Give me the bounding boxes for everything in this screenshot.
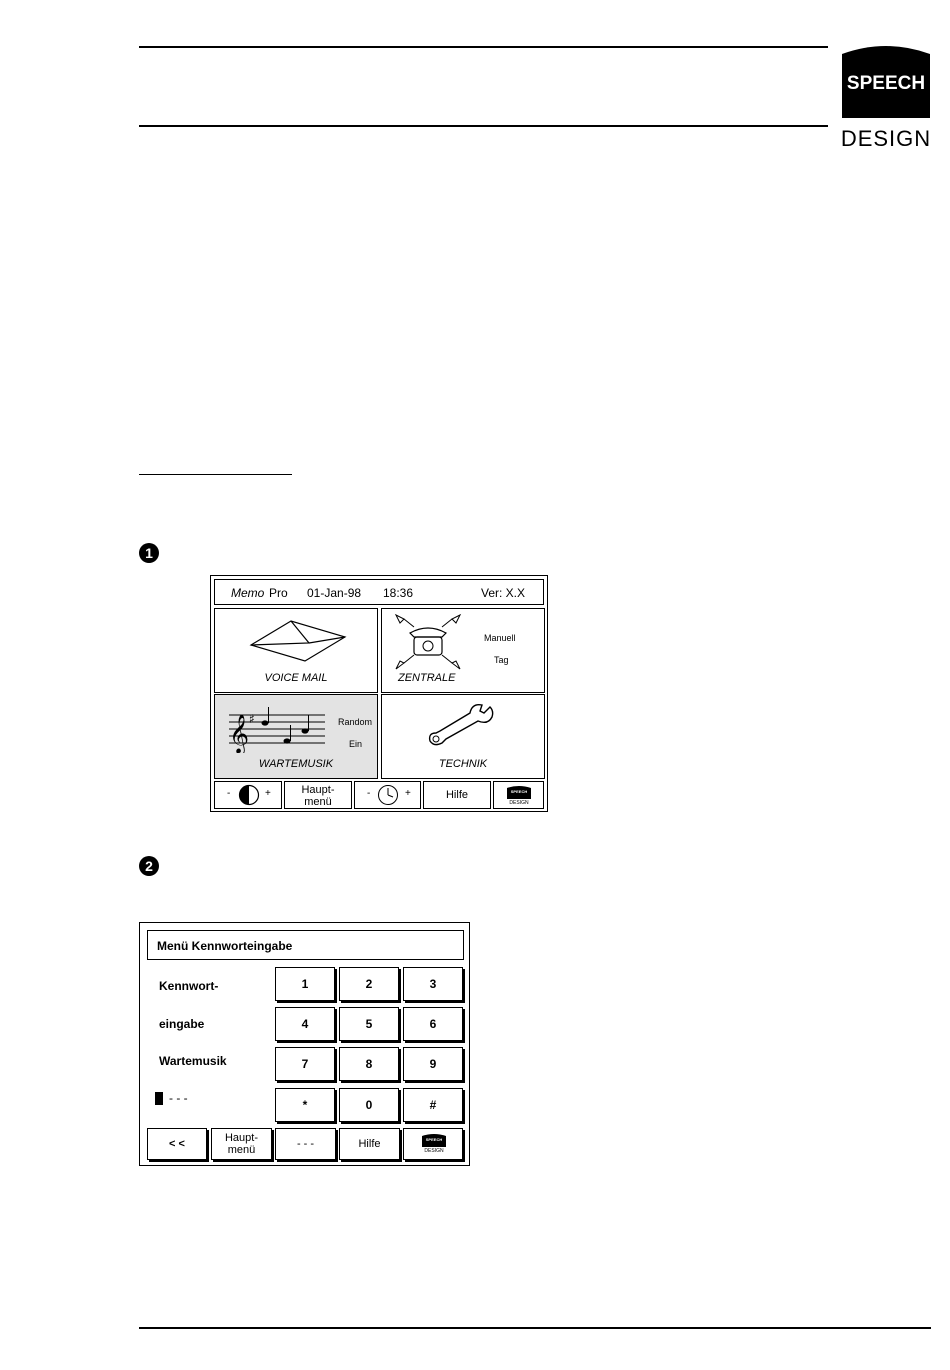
help-2-label: Hilfe xyxy=(358,1138,381,1150)
key-9[interactable]: 9 xyxy=(403,1047,463,1081)
key-3[interactable]: 3 xyxy=(403,967,463,1001)
product-name-rest: Pro xyxy=(269,586,288,600)
contrast-icon xyxy=(238,784,260,806)
clock-icon xyxy=(377,784,399,806)
clock-minus: - xyxy=(367,788,371,799)
key-8[interactable]: 8 xyxy=(339,1047,399,1081)
password-screen-title: Menü Kennworteingabe xyxy=(147,930,464,960)
version-text: Ver: X.X xyxy=(481,586,526,600)
dashes-label: - - - xyxy=(296,1138,315,1150)
wartemusik-state-text: Ein xyxy=(349,739,363,749)
logo-button[interactable] xyxy=(493,781,544,809)
tile-voice-mail-label: VOICE MAIL xyxy=(264,672,328,684)
main-menu-2-line2: menü xyxy=(227,1144,256,1156)
tile-technik[interactable] xyxy=(381,694,545,779)
main-menu-line1: Haupt- xyxy=(301,784,335,796)
clock-plus: + xyxy=(405,788,411,799)
main-menu-2-line1: Haupt- xyxy=(224,1132,259,1144)
wrench-icon xyxy=(426,703,496,749)
footer-rule xyxy=(139,1327,931,1329)
time-text: 18:36 xyxy=(383,586,414,600)
key-0[interactable]: 0 xyxy=(339,1088,399,1122)
section-underline xyxy=(139,474,292,475)
key-1[interactable]: 1 xyxy=(275,967,335,1001)
product-name-italic: Memo xyxy=(231,586,265,600)
key-hash[interactable]: # xyxy=(403,1088,463,1122)
tile-wartemusik[interactable] xyxy=(214,694,378,779)
main-toolbar xyxy=(214,781,544,809)
svg-text:𝄞: 𝄞 xyxy=(229,714,250,753)
help-button[interactable] xyxy=(423,781,491,809)
password-entry-field: - - - xyxy=(169,1091,188,1105)
main-menu-button-2[interactable] xyxy=(211,1128,272,1160)
header-rule-top xyxy=(139,46,828,48)
tile-wartemusik-label: WARTEMUSIK xyxy=(258,758,334,770)
help-button-2[interactable] xyxy=(339,1128,400,1160)
contrast-button[interactable] xyxy=(214,781,282,809)
tile-technik-label: TECHNIK xyxy=(438,758,488,770)
tile-zentrale-label: ZENTRALE xyxy=(398,672,456,684)
main-menu-button[interactable] xyxy=(284,781,352,809)
back-label: < < xyxy=(169,1138,185,1150)
back-button[interactable] xyxy=(147,1128,207,1160)
dashes-button[interactable] xyxy=(275,1128,336,1160)
password-screen xyxy=(139,922,470,1166)
step-2-badge: 2 xyxy=(139,856,159,876)
mini-logo-design: DESIGN xyxy=(509,800,529,806)
logo-button-2[interactable] xyxy=(403,1128,463,1160)
help-label: Hilfe xyxy=(445,789,468,801)
svg-text:♯: ♯ xyxy=(249,712,255,726)
speech-design-logo xyxy=(838,44,934,156)
key-6[interactable]: 6 xyxy=(403,1007,463,1041)
status-bar xyxy=(214,579,544,605)
info-line-2: eingabe xyxy=(159,1017,205,1031)
tile-voice-mail[interactable] xyxy=(214,608,378,693)
zentrale-mode-text: Manuell xyxy=(484,633,516,643)
key-4[interactable]: 4 xyxy=(275,1007,335,1041)
entry-cursor xyxy=(155,1092,163,1105)
logo-word-design: DESIGN xyxy=(840,126,932,151)
key-2[interactable]: 2 xyxy=(339,967,399,1001)
contrast-plus: + xyxy=(265,788,271,799)
mini-logo-2-speech: SPEECH xyxy=(425,1137,443,1142)
mini-logo-speech: SPEECH xyxy=(510,789,528,794)
logo-word-speech: SPEECH xyxy=(846,73,926,94)
envelope-icon xyxy=(243,615,353,665)
key-7[interactable]: 7 xyxy=(275,1047,335,1081)
zentrale-day-text: Tag xyxy=(494,655,509,665)
header-rule-bottom xyxy=(139,125,828,127)
main-menu-line2: menü xyxy=(304,796,332,808)
telephone-icon xyxy=(392,611,464,673)
wartemusik-mode-text: Random xyxy=(338,717,373,727)
date-text: 01-Jan-98 xyxy=(307,586,362,600)
mini-logo-2-design: DESIGN xyxy=(424,1148,444,1154)
key-5[interactable]: 5 xyxy=(339,1007,399,1041)
info-line-3: Wartemusik xyxy=(159,1054,227,1068)
main-menu-screen xyxy=(210,575,548,812)
key-star[interactable]: * xyxy=(275,1088,335,1122)
tile-zentrale[interactable] xyxy=(381,608,545,693)
step-1-badge: 1 xyxy=(139,543,159,563)
clock-button[interactable] xyxy=(354,781,421,809)
info-line-1: Kennwort- xyxy=(159,979,219,993)
contrast-minus: - xyxy=(227,788,231,799)
music-staff-icon xyxy=(225,703,329,753)
